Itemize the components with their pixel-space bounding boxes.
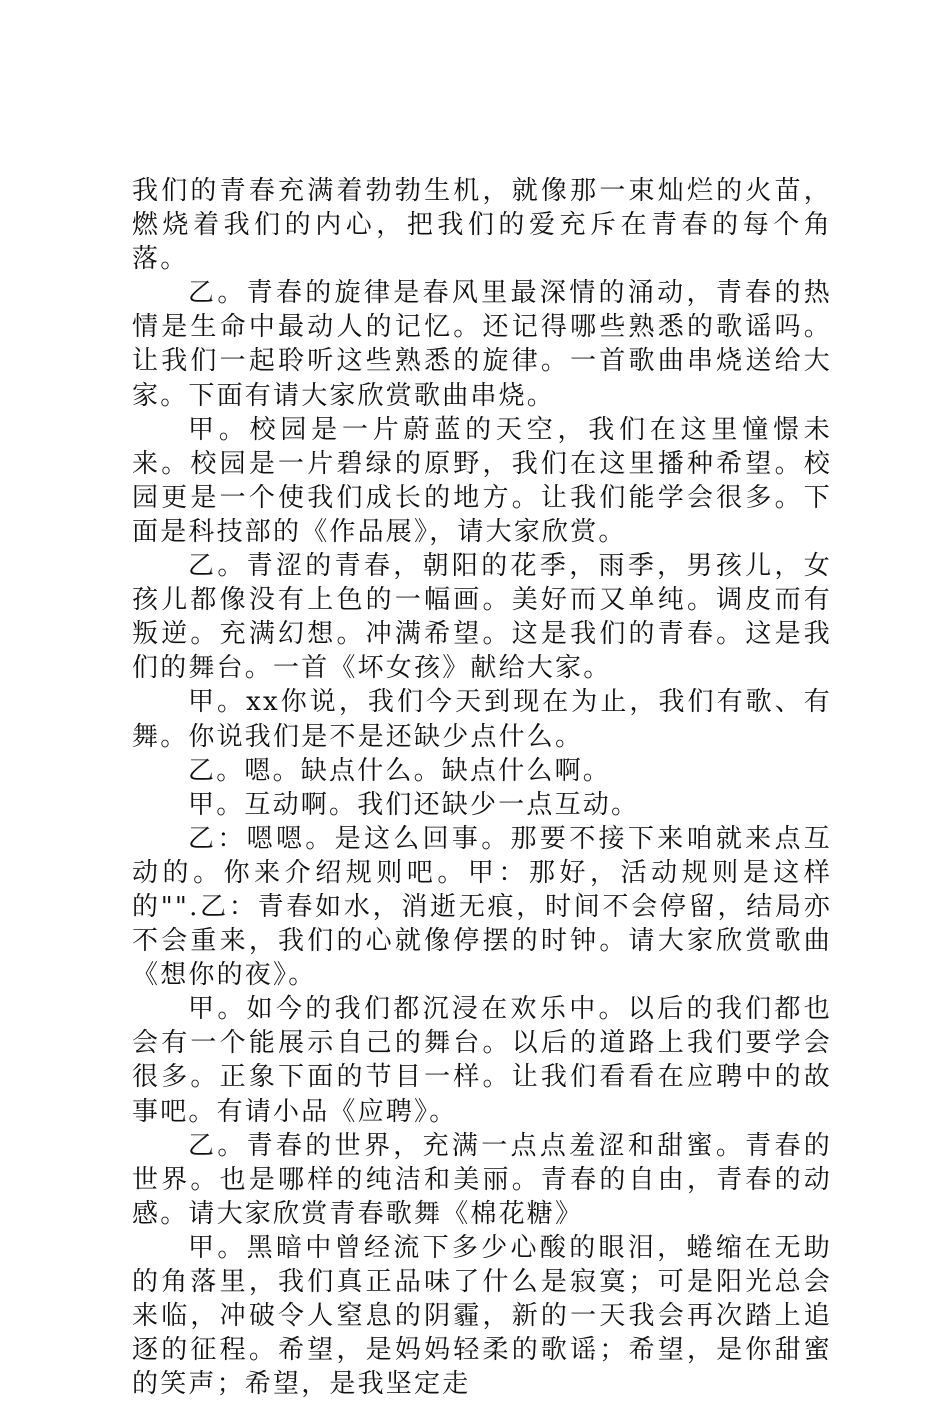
paragraph-jia-stage: 甲。如今的我们都沉浸在欢乐中。以后的我们都也会有一个能展示自己的舞台。以后的道路上我们要学会很多。正象下面的节目一样。让我们看看在应聘中的故事吧。有请小品《应聘》。 bbox=[132, 994, 832, 1127]
paragraph-yi-rules: 乙：嗯嗯。是这么回事。那要不接下来咱就来点互动的。你来介绍规则吧。甲：那好，活动规则是这样的"".乙：青春如水，消逝无痕，时间不会停留，结局亦不会重来，我们的心就像停摆的时钟。请大家欣赏歌曲《想你的夜》。 bbox=[132, 823, 832, 991]
paragraph-continuation: 我们的青春充满着勃勃生机，就像那一束灿烂的火苗，燃烧着我们的内心，把我们的爱充斥在青春的每个角落。 bbox=[132, 176, 832, 275]
paragraph-jia-interaction: 甲。互动啊。我们还缺少一点互动。 bbox=[188, 789, 640, 820]
paragraph-jia-campus: 甲。校园是一片蔚蓝的天空，我们在这里憧憬未来。校园是一片碧绿的原野，我们在这里播种希望。校园更是一个使我们成长的地方。让我们能学会很多。下面是科技部的《作品展》，请大家欣赏。 bbox=[132, 414, 832, 547]
paragraph-yi-green-youth: 乙。青涩的青春，朝阳的花季，雨季，男孩儿，女孩儿都像没有上色的一幅画。美好而又单纯。调皮而有叛逆。充满幻想。冲满希望。这是我们的青春。这是我们的舞台。一首《坏女孩》献给大家。 bbox=[132, 551, 832, 684]
paragraph-jia-question: 甲。xx你说，我们今天到现在为止，我们有歌、有舞。你说我们是不是还缺少点什么。 bbox=[132, 687, 832, 752]
document-body bbox=[132, 174, 832, 1401]
paragraph-jia-hope: 甲。黑暗中曾经流下多少心酸的眼泪，蜷缩在无助的角落里，我们真正品味了什么是寂寞；可是阳光总会来临，冲破令人窒息的阴霾，新的一天我会再次踏上追逐的征程。希望，是妈妈轻柔的歌谣；希望，是你甜蜜的笑声；希望，是我坚定走 bbox=[132, 1232, 832, 1400]
paragraph-yi-youth-world: 乙。青春的世界，充满一点点羞涩和甜蜜。青春的世界。也是哪样的纯洁和美丽。青春的自由，青春的动感。请大家欣赏青春歌舞《棉花糖》 bbox=[132, 1130, 832, 1229]
paragraph-yi-missing: 乙。嗯。缺点什么。缺点什么啊。 bbox=[188, 755, 612, 786]
paragraph-yi-youth-melody: 乙。青春的旋律是春风里最深情的涌动，青春的热情是生命中最动人的记忆。还记得哪些熟悉的歌谣吗。让我们一起聆听这些熟悉的旋律。一首歌曲串烧送给大家。下面有请大家欣赏歌曲串烧。 bbox=[132, 278, 832, 411]
